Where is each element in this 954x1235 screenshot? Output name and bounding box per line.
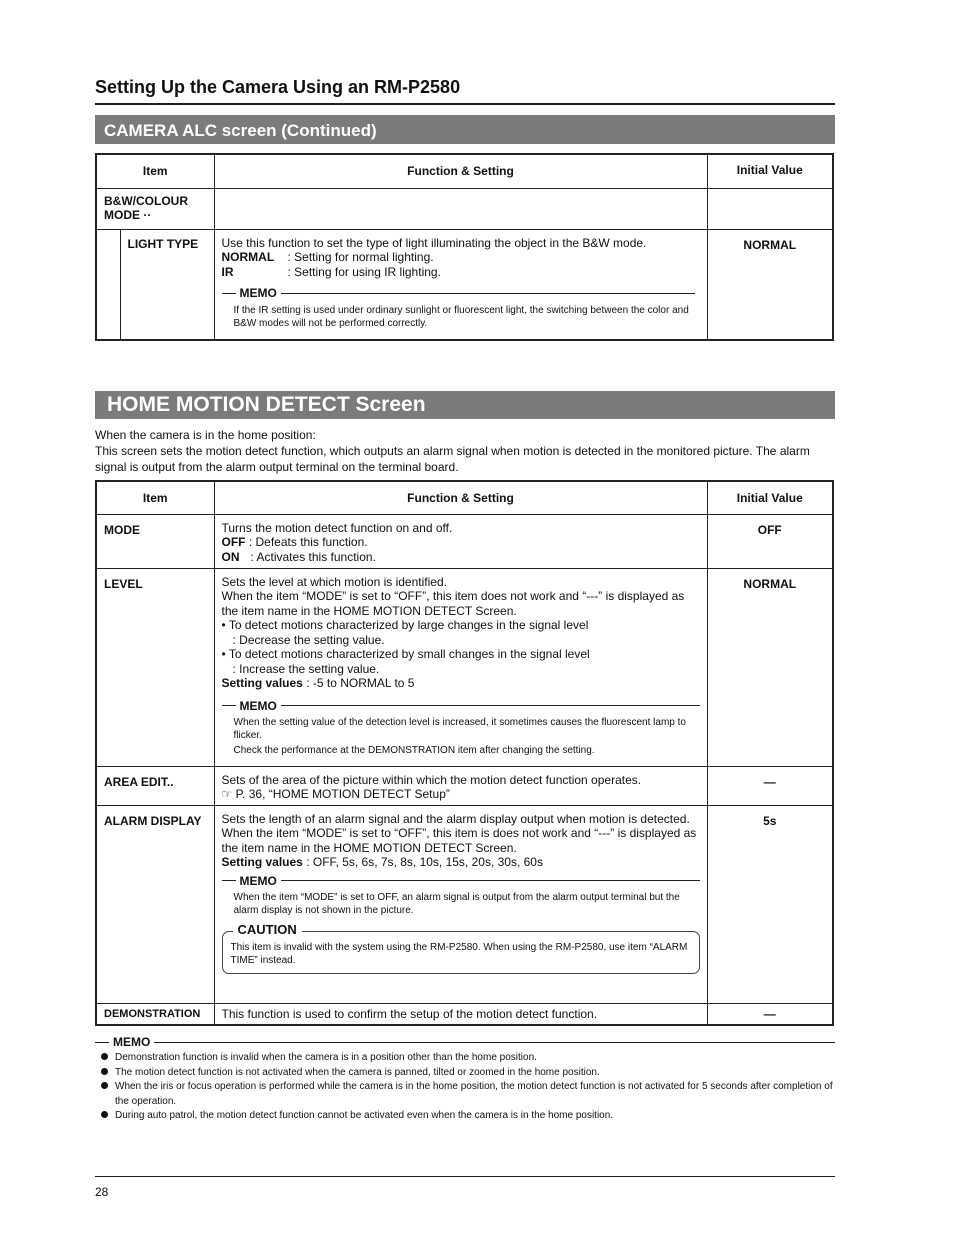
page-number: 28 [95, 1185, 109, 1199]
list-item: During auto patrol, the motion detect function cannot be activated even when the camera is in the home position. [95, 1109, 835, 1124]
table-row [96, 805, 833, 1003]
level-init: NORMAL [707, 568, 833, 766]
memo-heading: MEMO [222, 699, 700, 714]
demonstration-item: DEMONSTRATION [96, 1003, 214, 1025]
demonstration-init: — [707, 1003, 833, 1025]
table-row [96, 229, 833, 340]
table-row [96, 568, 833, 766]
light-type-item: LIGHT TYPE [120, 229, 214, 340]
area-edit-init: — [707, 766, 833, 805]
hmd-col-func: Function & Setting [214, 481, 707, 514]
bottom-memo [95, 1035, 835, 1124]
memo-text: Check the performance at the DEMONSTRATION item after changing the setting. [233, 745, 595, 756]
table-row [96, 766, 833, 805]
hmd-intro: When the camera is in the home position: This screen sets the motion detect function, which outputs an alarm signal when motion is detected in the monitored picture. The alarm signal is output from the alarm output terminal on the terminal board. [95, 428, 810, 474]
page-reference-link: ☞ P. 36, “HOME MOTION DETECT Setup” [221, 787, 450, 801]
level-item: LEVEL [96, 568, 214, 766]
table-row [96, 188, 833, 229]
area-edit-func: Sets of the area of the picture within which the motion detect function operates. ☞ P. 36, “HOME MOTION DETECT Setup” [214, 766, 707, 805]
list-item: Demonstration function is invalid when the camera is in a position other than the home position. [95, 1051, 835, 1066]
hmd-col-init: Initial Value [707, 481, 833, 514]
table-row [96, 514, 833, 568]
alc-col-func: Function & Setting [214, 154, 707, 188]
bw-colour-mode-item: B&W/COLOUR MODE ·· [96, 188, 214, 229]
list-item: The motion detect function is not activated when the camera is panned, tilted or zoomed in the home position. [95, 1066, 835, 1081]
alarm-display-init: 5s [707, 805, 833, 1003]
section-title: Setting Up the Camera Using an RM-P2580 [95, 77, 461, 97]
alc-col-item: Item [96, 154, 214, 188]
alc-header-row [96, 154, 833, 188]
mode-init: OFF [707, 514, 833, 568]
alc-band-title: CAMERA ALC screen (Continued) [95, 115, 835, 144]
memo-heading: MEMO [222, 874, 700, 889]
mode-item: MODE [96, 514, 214, 568]
hmd-col-item: Item [96, 481, 214, 514]
level-func: Sets the level at which motion is identified. When the item “MODE” is set to “OFF”, this item does not work and “---” is displayed as the item name in the HOME MOTION DETECT Screen. • To detect motions characterized by large changes in the signal level : Decrease the setting value. • To detect motions characterized by small changes in the signal level : Increase the setting value. Setting values : -5 to NORMAL to 5 MEMO When the setting value of the detection level is increased, it sometimes causes the fluorescent lamp to flicker. Check the performance at the DEMONSTRATION item after changing the setting. [214, 568, 707, 766]
memo-heading: MEMO [95, 1035, 835, 1049]
light-type-init: NORMAL [707, 229, 833, 340]
area-edit-item: AREA EDIT.. [96, 766, 214, 805]
mode-func: Turns the motion detect function on and off. OFF : Defeats this function. ON : Activates this function. [214, 514, 707, 568]
memo-text: When the item “MODE” is set to OFF, an alarm signal is output from the alarm output terminal but the alarm display is not shown in the picture. [233, 892, 680, 916]
footer-rule [95, 1176, 835, 1177]
caution-box: CAUTION This item is invalid with the system using the RM-P2580. When using the RM-P2580, use item “ALARM TIME” instead. [222, 931, 700, 974]
title-rule [95, 103, 835, 105]
memo-bullet-list [95, 1051, 835, 1124]
light-type-func: Use this function to set the type of light illuminating the object in the B&W mode. NORMAL : Setting for normal lighting. IR : Setting for using IR lighting. MEMO If the IR setting is used under ordinary sunlight or fluorescent light, the switching between the color and B&W modes will not be performed correctly. [214, 229, 707, 340]
hmd-band-title: HOME MOTION DETECT Screen [95, 391, 835, 419]
memo-text: If the IR setting is used under ordinary sunlight or fluorescent light, the switching between the color and B&W modes will not be performed correctly. [233, 304, 689, 329]
demonstration-func: This function is used to confirm the setup of the motion detect function. [214, 1003, 707, 1025]
alarm-display-func: Sets the length of an alarm signal and the alarm display output when motion is detected. When the item “MODE” is set to “OFF”, this item is does not work and “---” is displayed as the item name in the HOME MOTION DETECT Screen. Setting values : OFF, 5s, 6s, 7s, 8s, 10s, 15s, 20s, 30s, 60s MEMO When the item “MODE” is set to OFF, an alarm signal is output from the alarm output terminal but the alarm display is not shown in the picture. CAUTION This item is invalid with the system using the RM-P2580. When using the RM-P2580, use item “ALARM TIME” instead. [214, 805, 707, 1003]
memo-heading: MEMO [222, 286, 695, 301]
hmd-header-row [96, 481, 833, 514]
alc-col-init: Initial Value [707, 154, 833, 188]
alarm-display-item: ALARM DISPLAY [96, 805, 214, 1003]
memo-text: When the setting value of the detection level is increased, it sometimes causes the fluorescent lamp to flicker. [233, 717, 686, 741]
table-row [96, 1003, 833, 1025]
caution-label: CAUTION [233, 923, 302, 936]
alc-table [95, 153, 834, 341]
hmd-table [95, 480, 834, 1026]
list-item: When the iris or focus operation is performed while the camera is in the home position, the motion detect function is not activated for 5 seconds after completion of the operation. [95, 1080, 835, 1109]
